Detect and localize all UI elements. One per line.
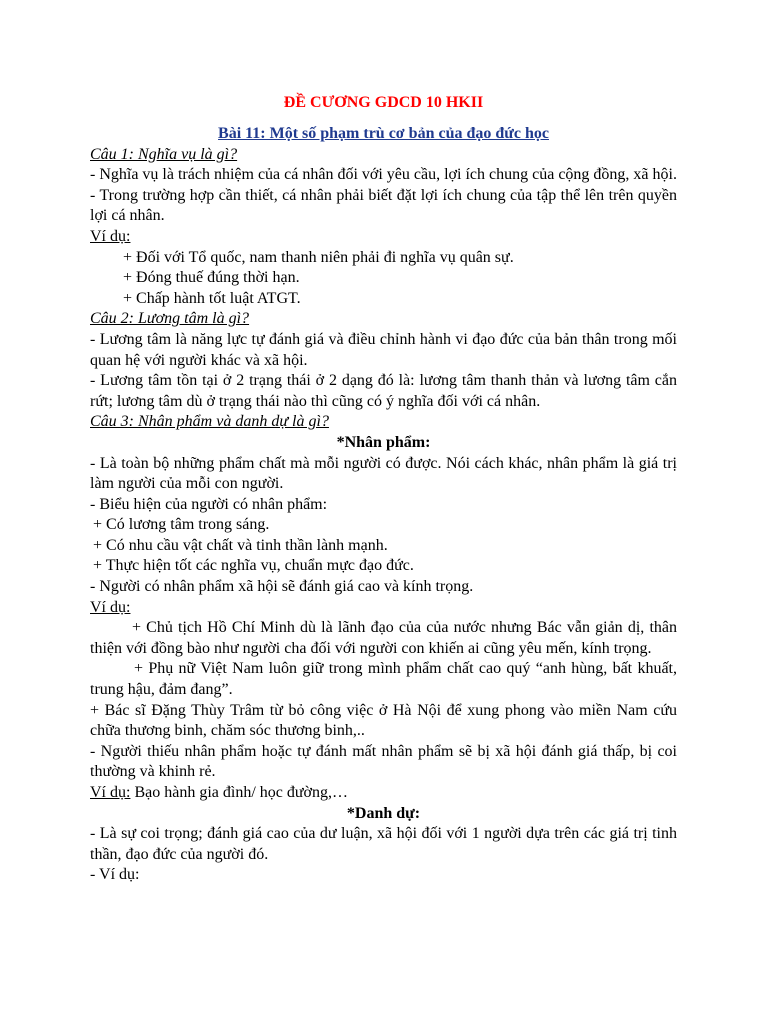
lesson-heading: Bài 11: Một số phạm trù cơ bản của đạo đức học (218, 125, 549, 142)
example-text: Bạo hành gia đình/ học đường,… (130, 784, 348, 801)
paragraph: - Biểu hiện của người có nhân phẩm: (90, 495, 328, 513)
list-item: + Thực hiện tốt các nghĩa vụ, chuẩn mực đạo đức. (93, 557, 414, 575)
example-paragraph: + Phụ nữ Việt Nam luôn giữ trong mình phẩm chất cao quý “anh hùng, bất khuất, trung hậu, đảm đang”. (90, 660, 677, 699)
question-3-heading: Câu 3: Nhân phẩm và danh dự là gì? (90, 413, 329, 431)
list-item: + Đóng thuế đúng thời hạn. (123, 269, 300, 287)
example-label: Ví dụ: (90, 784, 131, 801)
paragraph: - Nghĩa vụ là trách nhiệm của cá nhân đối với yêu cầu, lợi ích chung của cộng đồng, xã hội. (90, 166, 677, 184)
question-1-heading: Câu 1: Nghĩa vụ là gì? (90, 145, 238, 163)
paragraph: - Người thiếu nhân phẩm hoặc tự đánh mất nhân phẩm sẽ bị xã hội đánh giá thấp, bị coi thường và khinh rẻ. (90, 742, 677, 781)
paragraph: - Người có nhân phẩm xã hội sẽ đánh giá cao và kính trọng. (90, 578, 474, 596)
question-2-heading: Câu 2: Lương tâm là gì? (90, 310, 250, 328)
paragraph: - Là toàn bộ những phẩm chất mà mỗi người có được. Nói cách khác, nhân phẩm là giá trị làm người của mỗi con người. (90, 454, 677, 493)
list-item: + Chấp hành tốt luật ATGT. (123, 289, 301, 307)
subheading-nhan-pham: *Nhân phẩm: (336, 433, 431, 451)
example-label: Ví dụ: (90, 227, 131, 245)
document-title: ĐỀ CƯƠNG GDCD 10 HKII (283, 94, 484, 111)
paragraph: - Là sự coi trọng; đánh giá cao của dư luận, xã hội đối với 1 người dựa trên các giá trị tinh thần, đạo đức của người đó. (90, 825, 677, 863)
paragraph: - Lương tâm tồn tại ở 2 trạng thái ở 2 dạng đó là: lương tâm thanh thản và lương tâm cắn rứt; lương tâm dù ở trạng thái nào thì cũng có ý nghĩa đối với cá nhân. (90, 372, 677, 410)
example-label: Ví dụ: (90, 598, 131, 616)
paragraph: - Trong trường hợp cần thiết, cá nhân phải biết đặt lợi ích chung của tập thể lên trên quyền lợi cá nhân. (90, 186, 677, 225)
example-paragraph: + Chủ tịch Hồ Chí Minh dù là lãnh đạo của của nước nhưng Bác vẫn giản dị, thân thiện với đồng bào như người cha đối với người con khiến ai cũng yêu mến, kính trọng. (90, 619, 677, 657)
paragraph: - Ví dụ: (90, 866, 140, 884)
list-item: + Có lương tâm trong sáng. (93, 516, 270, 534)
list-item: + Có nhu cầu vật chất và tinh thần lành mạnh. (93, 536, 388, 554)
paragraph: - Lương tâm là năng lực tự đánh giá và điều chỉnh hành vi đạo đức của bản thân trong mối quan hệ với người khác và xã hội. (90, 330, 677, 369)
subheading-danh-du: *Danh dự: (346, 804, 421, 822)
list-item: + Đối với Tổ quốc, nam thanh niên phải đi nghĩa vụ quân sự. (123, 248, 514, 266)
example-paragraph: + Bác sĩ Đặng Thùy Trâm từ bỏ công việc ở Hà Nội để xung phong vào miền Nam cứu chữa thương binh, chăm sóc thương binh,.. (90, 701, 677, 740)
